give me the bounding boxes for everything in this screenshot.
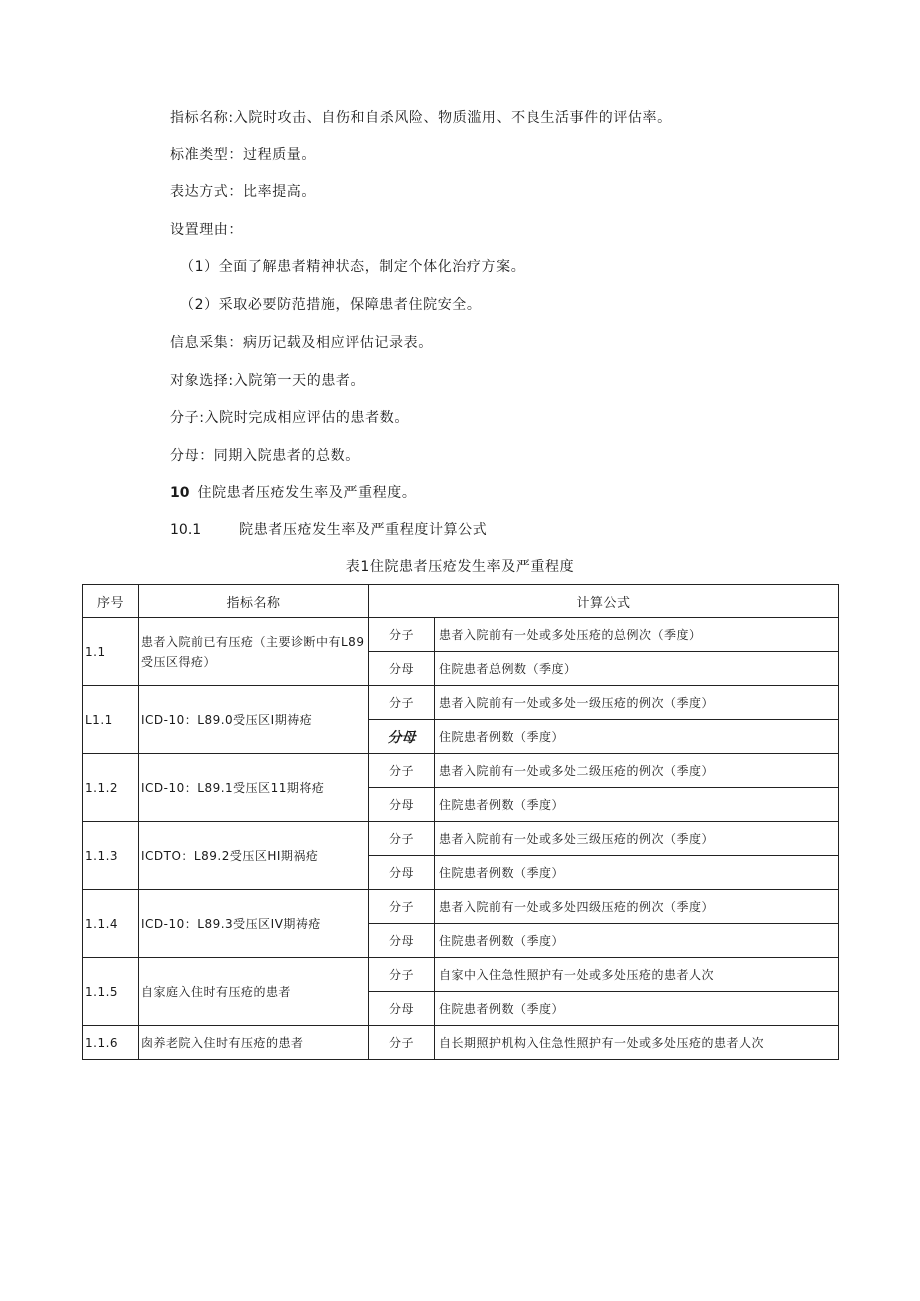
row-seq: 1.1.6 bbox=[83, 1026, 139, 1060]
part-label: 分母 bbox=[369, 720, 435, 754]
part-formula: 住院患者例数（季度） bbox=[435, 924, 839, 958]
header-formula: 计算公式 bbox=[369, 585, 839, 618]
subsection-number: 10.1 bbox=[170, 522, 202, 538]
row-name: ICDTO：L89.2受压区HI期祸疮 bbox=[139, 822, 369, 890]
part-formula: 住院患者例数（季度） bbox=[435, 788, 839, 822]
part-formula: 自家中入住急性照护有一处或多处压疮的患者人次 bbox=[435, 958, 839, 992]
row-name: ICD-10：L89.1受压区11期将疮 bbox=[139, 754, 369, 822]
row-seq: L1.1 bbox=[83, 686, 139, 754]
row-name: 囱养老院入住时有压疮的患者 bbox=[139, 1026, 369, 1060]
part-formula: 患者入院前有一处或多处一级压疮的例次（季度） bbox=[435, 686, 839, 720]
part-label: 分母 bbox=[369, 788, 435, 822]
paragraph-rationale-1: （1）全面了解患者精神状态，制定个体化治疗方案。 bbox=[180, 259, 526, 275]
paragraph-expression: 表达方式：比率提高。 bbox=[170, 184, 316, 200]
part-formula: 患者入院前有一处或多处三级压疮的例次（季度） bbox=[435, 822, 839, 856]
header-name: 指标名称 bbox=[139, 585, 369, 618]
row-name: 患者入院前已有压疮（主要诊断中有L89受压区得疮） bbox=[139, 618, 369, 686]
part-formula: 患者入院前有一处或多处四级压疮的例次（季度） bbox=[435, 890, 839, 924]
paragraph-rationale-2: （2）采取必要防范措施，保障患者住院安全。 bbox=[180, 297, 482, 313]
part-label: 分母 bbox=[369, 652, 435, 686]
part-label: 分子 bbox=[369, 958, 435, 992]
part-formula: 自长期照护机构入住急性照护有一处或多处压疮的患者人次 bbox=[435, 1026, 839, 1060]
table-row bbox=[83, 958, 839, 992]
paragraph-numerator: 分子:入院时完成相应评估的患者数。 bbox=[170, 410, 409, 426]
part-label: 分子 bbox=[369, 618, 435, 652]
row-seq: 1.1 bbox=[83, 618, 139, 686]
part-formula: 住院患者总例数（季度） bbox=[435, 652, 839, 686]
subsection-heading bbox=[170, 520, 487, 540]
part-label: 分子 bbox=[369, 754, 435, 788]
row-seq: 1.1.5 bbox=[83, 958, 139, 1026]
table-row bbox=[83, 822, 839, 856]
table-row bbox=[83, 686, 839, 720]
table-row bbox=[83, 1026, 839, 1060]
part-label: 分母 bbox=[369, 856, 435, 890]
row-seq: 1.1.3 bbox=[83, 822, 139, 890]
paragraph-object-selection: 对象选择:入院第一天的患者。 bbox=[170, 373, 366, 389]
row-name: ICD-10：L89.3受压区IV期祷疮 bbox=[139, 890, 369, 958]
section-number: 10 bbox=[170, 485, 190, 501]
paragraph-denominator: 分母：同期入院患者的总数。 bbox=[170, 448, 360, 464]
header-seq: 序号 bbox=[83, 585, 139, 618]
table-caption: 表1住院患者压疮发生率及严重程度 bbox=[345, 559, 575, 575]
part-label: 分母 bbox=[369, 992, 435, 1026]
part-label: 分子 bbox=[369, 822, 435, 856]
paragraph-info-collection: 信息采集：病历记载及相应评估记录表。 bbox=[170, 335, 433, 351]
table-row bbox=[83, 618, 839, 652]
row-name: 自家庭入住时有压疮的患者 bbox=[139, 958, 369, 1026]
section-heading bbox=[170, 483, 416, 503]
part-formula: 住院患者例数（季度） bbox=[435, 856, 839, 890]
pressure-ulcer-table bbox=[82, 584, 839, 1060]
part-formula: 患者入院前有一处或多处二级压疮的例次（季度） bbox=[435, 754, 839, 788]
paragraph-indicator-name: 指标名称:入院时攻击、自伤和自杀风险、物质滥用、不良生活事件的评估率。 bbox=[170, 110, 672, 126]
section-title: 住院患者压疮发生率及严重程度。 bbox=[197, 485, 417, 501]
part-formula: 患者入院前有一处或多处压疮的总例次（季度） bbox=[435, 618, 839, 652]
subsection-title: 院患者压疮发生率及严重程度计算公式 bbox=[239, 522, 488, 538]
table-header-row bbox=[83, 585, 839, 618]
part-label: 分子 bbox=[369, 686, 435, 720]
part-formula: 住院患者例数（季度） bbox=[435, 720, 839, 754]
row-name: ICD-10：L89.0受压区I期祷疮 bbox=[139, 686, 369, 754]
part-label: 分母 bbox=[369, 924, 435, 958]
part-formula: 住院患者例数（季度） bbox=[435, 992, 839, 1026]
part-label: 分子 bbox=[369, 1026, 435, 1060]
row-seq: 1.1.4 bbox=[83, 890, 139, 958]
table-row bbox=[83, 890, 839, 924]
row-seq: 1.1.2 bbox=[83, 754, 139, 822]
paragraph-rationale: 设置理由： bbox=[170, 222, 243, 238]
table-row bbox=[83, 754, 839, 788]
part-label: 分子 bbox=[369, 890, 435, 924]
paragraph-standard-type: 标准类型：过程质量。 bbox=[170, 147, 316, 163]
